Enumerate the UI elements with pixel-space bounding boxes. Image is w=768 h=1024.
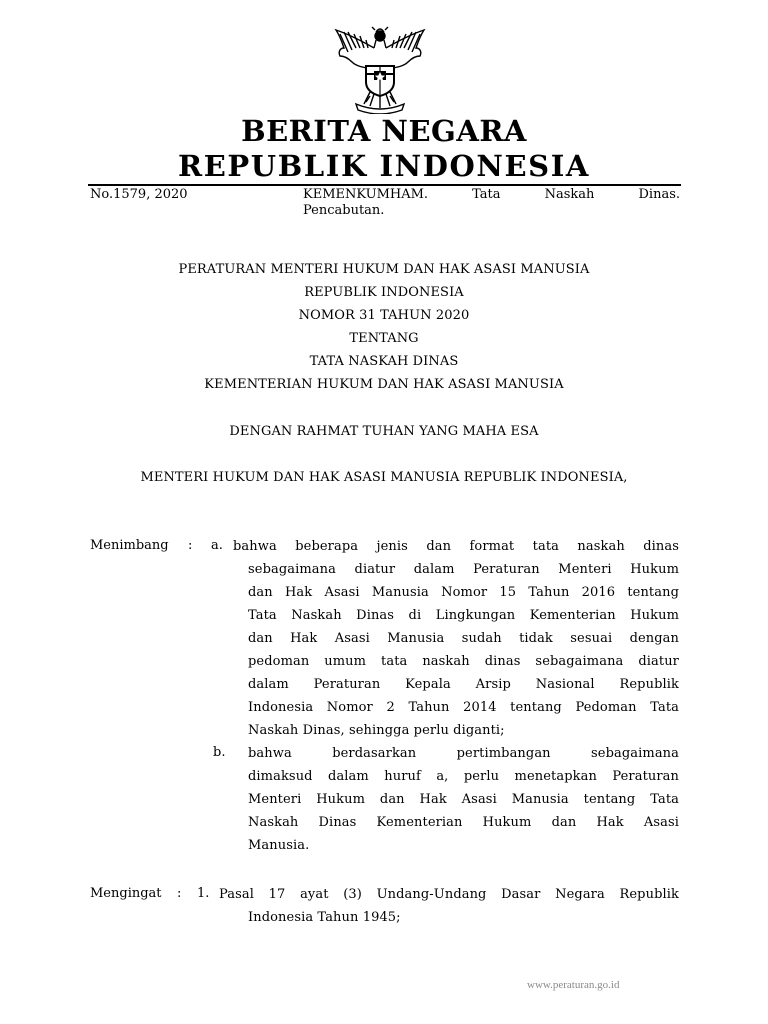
- menimbang-label: Menimbang: [90, 538, 169, 553]
- menimbang-marker-b: b.: [213, 745, 226, 760]
- invocation: DENGAN RAHMAT TUHAN YANG MAHA ESA: [229, 424, 539, 439]
- masthead-title-line1: BERITA NEGARA: [241, 114, 527, 148]
- regulation-title-line: REPUBLIK INDONESIA: [304, 285, 464, 300]
- minister-heading: MENTERI HUKUM DAN HAK ASASI MANUSIA REPUBLIK INDONESIA,: [140, 470, 628, 485]
- text-line: pedoman umum tata naskah dinas sebagaimana diatur: [248, 654, 679, 669]
- footer-website: www.peraturan.go.id: [527, 979, 620, 991]
- mengingat-item-1: [248, 906, 679, 929]
- text-line: dimaksud dalam huruf a, perlu menetapkan Peraturan: [248, 769, 679, 784]
- masthead-divider: [88, 184, 681, 186]
- text-line: Pasal 17 ayat (3) Undang-Undang Dasar Negara Republik: [219, 887, 679, 902]
- text-line: Manusia.: [248, 838, 310, 853]
- menimbang-item-a-first-line: [233, 535, 679, 558]
- text-line: Menteri Hukum dan Hak Asasi Manusia tentang Tata: [248, 792, 679, 807]
- menimbang-colon: :: [188, 538, 193, 553]
- regulation-number: NOMOR 31 TAHUN 2020: [298, 308, 470, 323]
- regulation-subject: KEMENTERIAN HUKUM DAN HAK ASASI MANUSIA: [204, 377, 564, 392]
- text-line: bahwa berdasarkan pertimbangan sebagaimana: [248, 746, 679, 761]
- mengingat-item-1-first-line: [219, 883, 679, 906]
- text-line: sebagaimana diatur dalam Peraturan Menteri Hukum: [248, 562, 679, 577]
- text-line: dan Hak Asasi Manusia sudah tidak sesuai dengan: [248, 631, 679, 646]
- gazette-description-line1: KEMENKUMHAM. Tata Naskah Dinas.: [303, 187, 680, 202]
- masthead-title-line2: REPUBLIK INDONESIA: [178, 149, 590, 183]
- regulation-title-line: PERATURAN MENTERI HUKUM DAN HAK ASASI MANUSIA: [178, 262, 590, 277]
- text-line: Indonesia Nomor 2 Tahun 2014 tentang Pedoman Tata: [248, 700, 679, 715]
- mengingat-label: Mengingat: [90, 886, 162, 901]
- text-line: dan Hak Asasi Manusia Nomor 15 Tahun 2016 tentang: [248, 585, 679, 600]
- text-line: Indonesia Tahun 1945;: [248, 910, 401, 925]
- mengingat-marker-1: 1.: [197, 886, 210, 901]
- menimbang-item-a: [248, 558, 679, 742]
- menimbang-marker-a: a.: [211, 538, 223, 553]
- garuda-pancasila-emblem-icon: [330, 26, 430, 114]
- text-line: Naskah Dinas, sehingga perlu diganti;: [248, 723, 505, 738]
- text-line: dalam Peraturan Kepala Arsip Nasional Republik: [248, 677, 679, 692]
- text-line: Tata Naskah Dinas di Lingkungan Kementerian Hukum: [248, 608, 679, 623]
- text-line: bahwa beberapa jenis dan format tata naskah dinas: [233, 539, 679, 554]
- mengingat-colon: :: [177, 886, 182, 901]
- regulation-title-line: TENTANG: [349, 331, 419, 346]
- gazette-description-line2: Pencabutan.: [303, 203, 385, 218]
- text-line: Naskah Dinas Kementerian Hukum dan Hak Asasi: [248, 815, 679, 830]
- gazette-number: No.1579, 2020: [90, 187, 188, 202]
- regulation-subject: TATA NASKAH DINAS: [309, 354, 459, 369]
- menimbang-item-b: [248, 742, 679, 857]
